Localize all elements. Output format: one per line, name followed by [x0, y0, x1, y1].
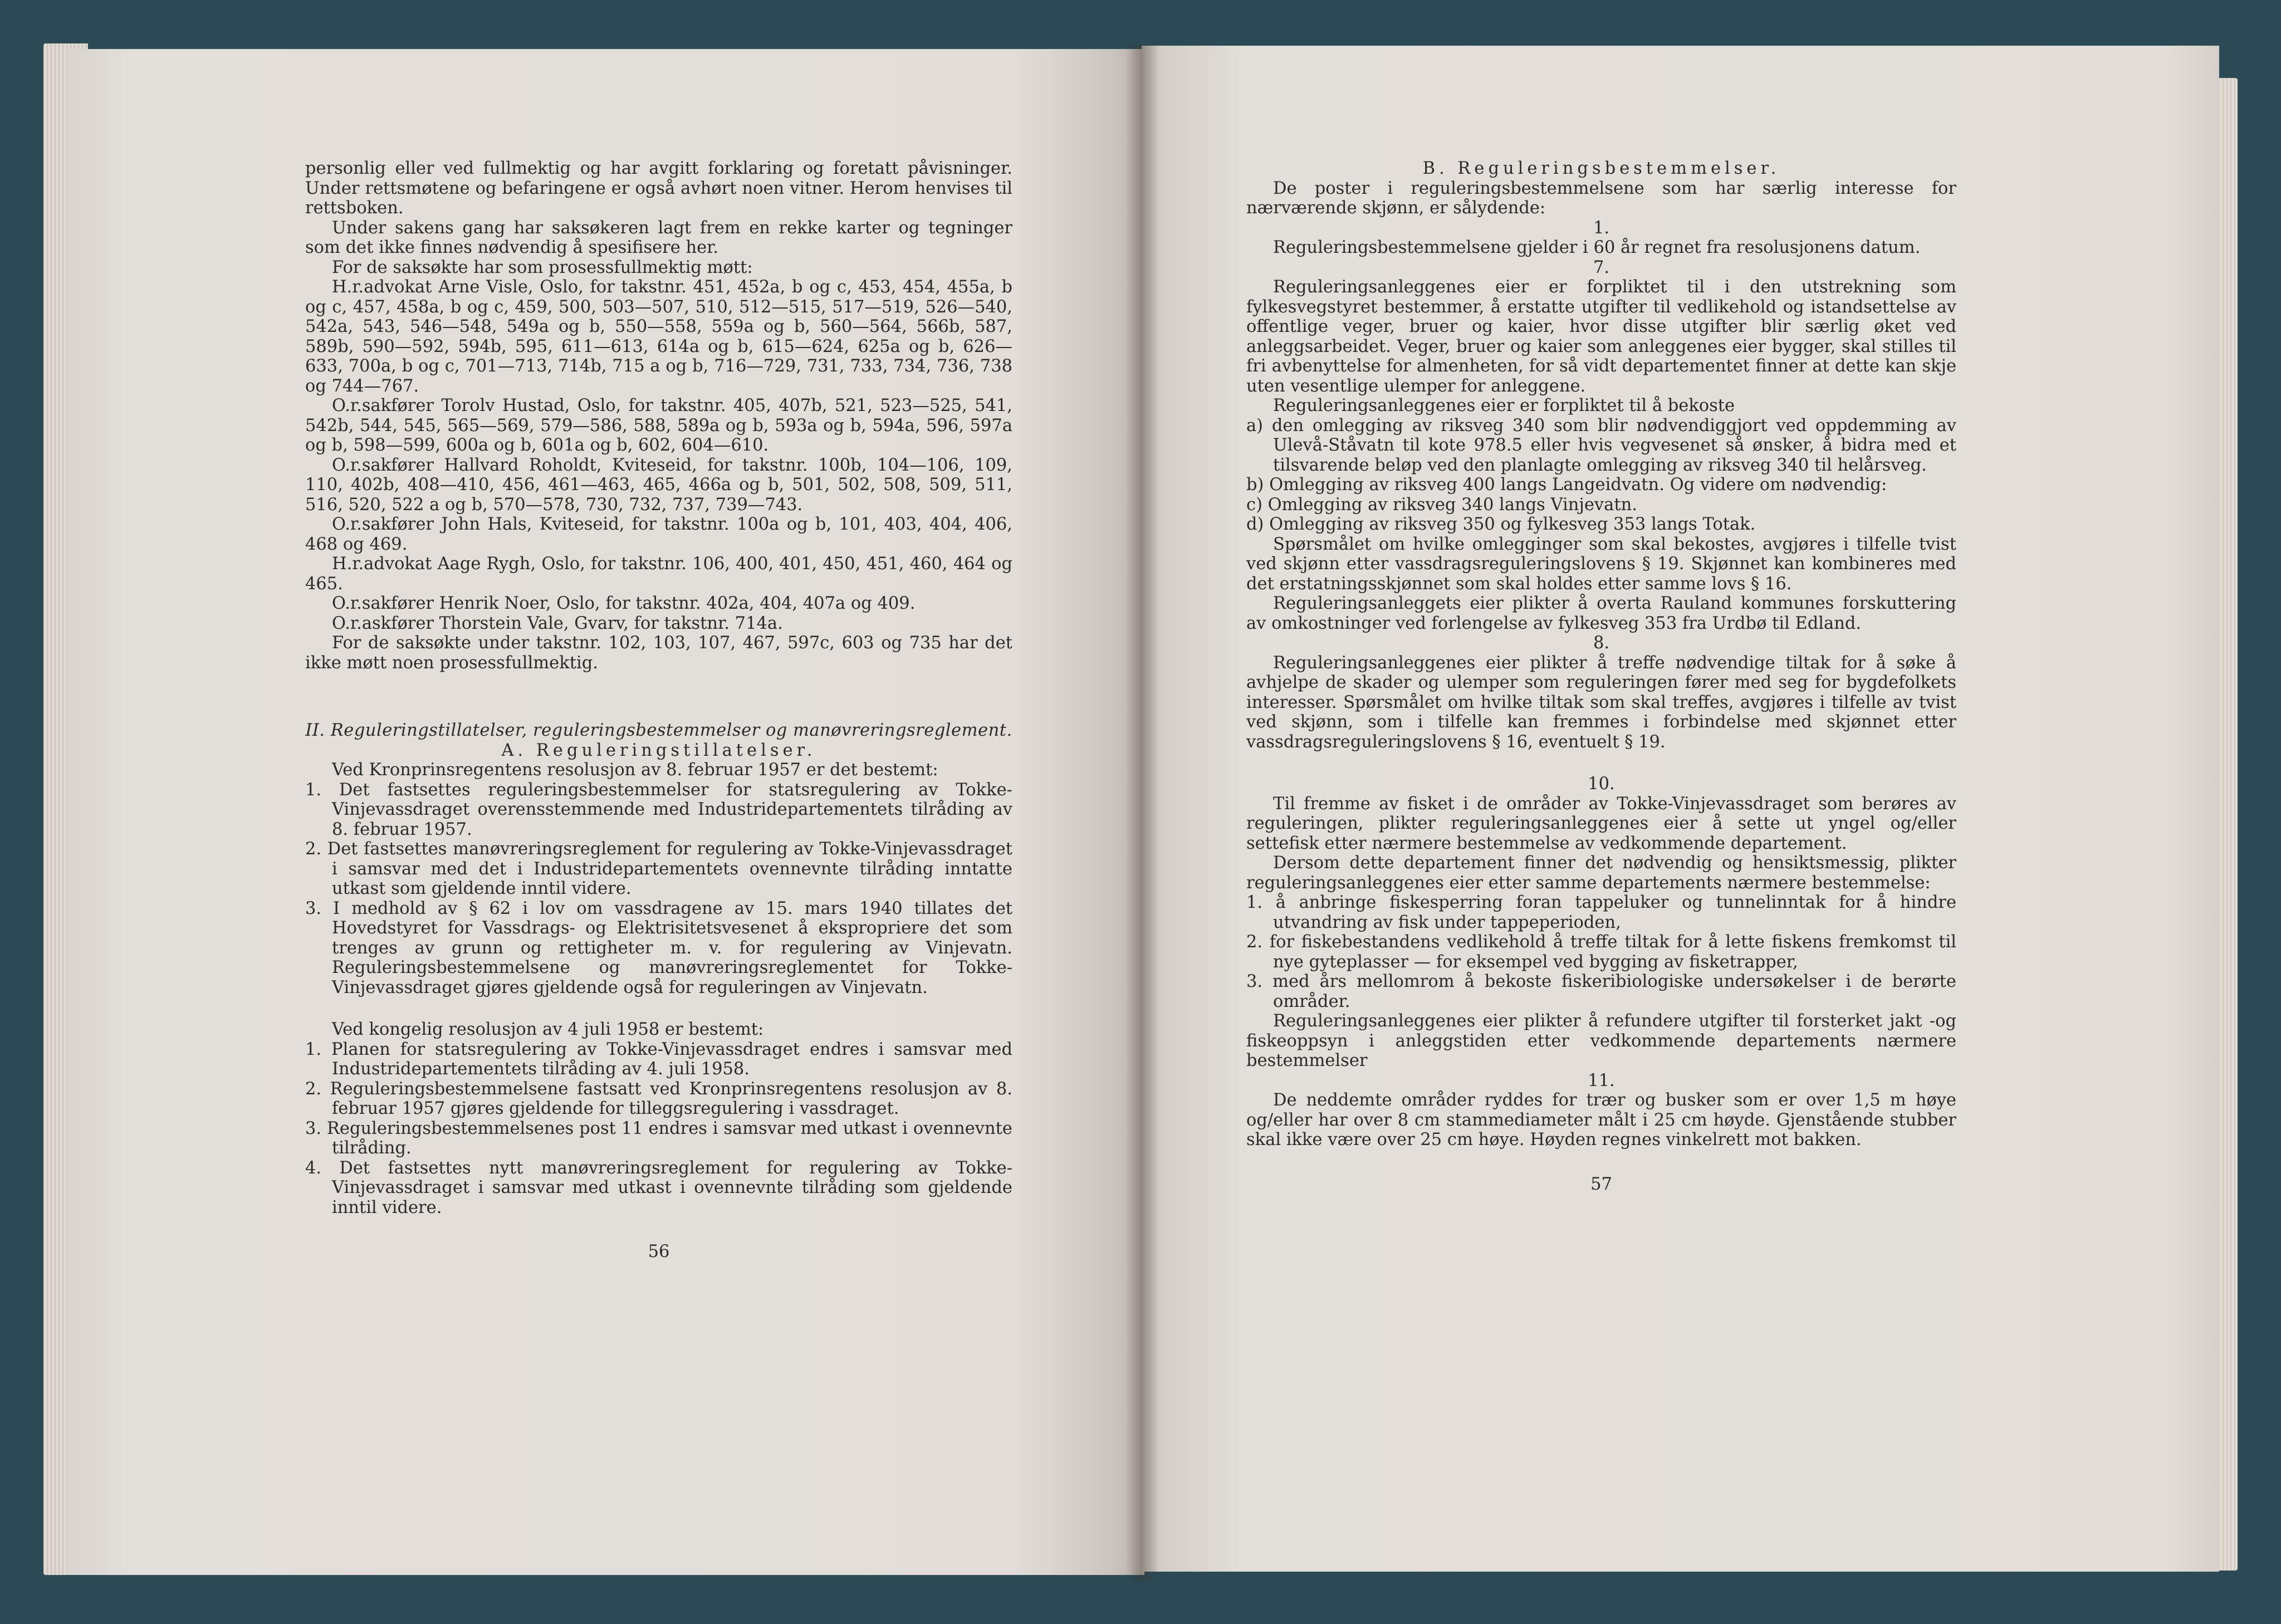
paragraph: Ved Kronprinsregentens resolusjon av 8. februar 1957 er det bestemt: — [332, 760, 938, 780]
section-number: 10. — [1588, 774, 1615, 794]
paragraph: H.r.advokat Aage Rygh, Oslo, for takstnr. 106, 400, 401, 450, 451, 460, 464 og 465. — [305, 554, 1012, 594]
paragraph: personlig eller ved fullmektig og har avgitt forklaring og foretatt påvisninger. Under rettsmøtene og befaringene er også avhørt noen vitner. Herom henvises til rettsboken. — [305, 159, 1012, 218]
paragraph: H.r.advokat Arne Visle, Oslo, for takstnr. 451, 452a, b og c, 453, 454, 455a, b og c, 457, 458a, b og c, 459, 500, 503—507, 510, 512—515, 517—519, 526—540, 542a, 543, 546—548, 549a og b, 550—558, 559a og b, 560—564, 566b, 587, 589b, 590—592, 594b, 595, 611—613, 614a og b, 615—624, 625a og b, 626—633, 700a, b og c, 701—713, 714b, 715 a og b, 716—729, 731, 733, 734, 736, 738 og 744—767. — [305, 277, 1012, 396]
left-page-text — [305, 159, 1012, 1262]
paragraph: O.r.sakfører Henrik Noer, Oslo, for takstnr. 402a, 404, 407a og 409. — [332, 594, 916, 613]
paragraph: b) Omlegging av riksveg 400 langs Langeidvatn. Og videre om nødvendig: — [1246, 475, 1887, 495]
paragraph: 1. Det fastsettes reguleringsbestemmelser for statsregulering av Tokke-Vinjevassdraget overensstemmende med Industridepartementets tilråding av 8. februar 1957. — [305, 780, 1012, 839]
paragraph: O.r.sakfører Hallvard Roholdt, Kviteseid, for takstnr. 100b, 104—106, 109, 110, 402b, 408—410, 456, 461—463, 465, 466a og b, 501, 502, 508, 509, 511, 516, 520, 522 a og b, 570—578, 730, 732, 737, 739—743. — [305, 455, 1012, 515]
book-gutter — [1125, 45, 1158, 1582]
right-page-text — [1246, 159, 1956, 1194]
paragraph: O.r.sakfører Torolv Hustad, Oslo, for takstnr. 405, 407b, 521, 523—525, 541, 542b, 544, 545, 565—569, 579—586, 588, 589a og b, 593a og b, 594a, 596, 597a og b, 598—599, 600a og b, 601a og b, 602, 604—610. — [305, 396, 1012, 455]
subsection-heading: A. Reguleringstillatelser. — [501, 740, 816, 760]
paragraph: O.r.sakfører John Hals, Kviteseid, for takstnr. 100a og b, 101, 403, 404, 406, 468 og 469. — [305, 515, 1012, 554]
paragraph: d) Omlegging av riksveg 350 og fylkesveg 353 langs Totak. — [1246, 515, 1756, 534]
paragraph: Reguleringsanleggenes eier plikter å refundere utgifter til forsterket jakt -og fiskeoppsyn i anleggstiden etter vedkommende departements nærmere bestemmelser — [1246, 1011, 1956, 1070]
paragraph: Reguleringsbestemmelsene gjelder i 60 år regnet fra resolusjonens datum. — [1273, 238, 1921, 257]
paragraph: Dersom dette departement finner det nødvendig og hensiktsmessig, plikter reguleringsanleggenes eier etter samme departements nærmere bestemmelse: — [1246, 853, 1956, 893]
paragraph: Til fremme av fisket i de områder av Tokke-Vinjevassdraget som berøres av reguleringen, plikter reguleringsanleggenes eier å sette ut yngel og/eller settefisk etter nærmere bestemmelse av vedkommende departement. — [1246, 794, 1956, 853]
paragraph: De poster i reguleringsbestemmelsene som har særlig interesse for nærværende skjønn, er sålydende: — [1246, 178, 1956, 218]
paragraph: Reguleringsanleggets eier plikter å overta Rauland kommunes forskuttering av omkostninger ved forlengelse av fylkesveg 353 fra Urdbø til Edland. — [1246, 594, 1956, 633]
section-number: 7. — [1593, 257, 1610, 277]
paragraph: For de saksøkte under takstnr. 102, 103, 107, 467, 597c, 603 og 735 har det ikke møtt noen prosessfullmektig. — [305, 633, 1012, 673]
paragraph: 2. Reguleringsbestemmelsene fastsatt ved Kronprinsregentens resolusjon av 8. februar 1957 gjøres gjeldende for tilleggsregulering i vassdraget. — [305, 1079, 1012, 1118]
paragraph — [305, 997, 1012, 1020]
section-heading: II. Reguleringstillatelser, reguleringsbestemmelser og manøvreringsreglement. — [305, 721, 1012, 740]
paragraph: 3. Reguleringsbestemmelsenes post 11 endres i samsvar med utkast i ovennevnte tilråding. — [305, 1118, 1012, 1158]
paragraph: Reguleringsanleggenes eier plikter å treffe nødvendige tiltak for å søke å avhjelpe de skader og ulemper som reguleringen fører med seg for bygdefolkets interesser. Spørsmålet om hvilke tiltak som skal treffes, avgjøres i tilfelle av tvist ved skjønn, som i tilfelle kan fremmes i forbindelse med skjønnet etter vassdragsreguleringslovens § 16, eventuelt § 19. — [1246, 653, 1956, 752]
paragraph: a) den omlegging av riksveg 340 som blir nødvendiggjort ved oppdemming av Ulevå-Ståvatn til kote 978.5 eller hvis vegvesenet så ønsker, å bidra med et tilsvarende beløp ved den planlagte omlegging av riksveg 340 til helårsveg. — [1246, 415, 1956, 475]
page-number: 57 — [1590, 1174, 1612, 1194]
page-number: 56 — [648, 1242, 670, 1261]
paragraph: 2. for fiskebestandens vedlikehold å treffe tiltak for å lette fiskens fremkomst til nye gyteplasser — for eksempel ved bygging av fisketrapper, — [1246, 932, 1956, 972]
paragraph: Ved kongelig resolusjon av 4 juli 1958 er bestemt: — [332, 1020, 764, 1039]
paragraph: 3. I medhold av § 62 i lov om vassdragene av 15. mars 1940 tillates det Hovedstyret for Vassdrags- og Elektrisitetsvesenet å ekspropriere det som trenges av grunn og rettigheter m. v. for regulering av Vinjevatn. Reguleringsbestemmelsene og manøvreringsreglementet for Tokke-Vinjevassdraget gjøres gjeldende også for reguleringen av Vinjevatn. — [305, 898, 1012, 997]
paragraph: 1. Planen for statsregulering av Tokke-Vinjevassdraget endres i samsvar med Industridepartementets tilråding av 4. juli 1958. — [305, 1039, 1012, 1079]
paragraph: c) Omlegging av riksveg 340 langs Vinjevatn. — [1246, 495, 1637, 515]
subsection-heading: B. Reguleringsbestemmelser. — [1422, 159, 1780, 178]
paragraph: 3. med års mellomrom å bekoste fiskeribiologiske undersøkelser i de berørte områder. — [1246, 972, 1956, 1011]
section-number: 1. — [1593, 218, 1610, 238]
section-number: 8. — [1593, 633, 1610, 653]
section-number: 11. — [1588, 1070, 1615, 1090]
paragraph: Reguleringsanleggenes eier er forpliktet til i den utstrekning som fylkesvegstyret bestemmer, å erstatte utgifter til vedlikehold og istandsettelse av offentlige veger, bruer og kaier, hvor disse utgifter blir særlig øket ved anleggsarbeidet. Veger, bruer og kaier som anleggenes eier bygger, skal stilles til fri avbenyttelse for almenheten, for så vidt departementet finner at dette kan skje uten vesentlige ulemper for anleggene. — [1246, 277, 1956, 396]
paragraph: De neddemte områder ryddes for trær og busker som er over 1,5 m høye og/eller har over 8 cm stammediameter målt i 25 cm høyde. Gjenstående stubber skal ikke være over 25 cm høye. Høyden regnes vinkelrett mot bakken. — [1246, 1090, 1956, 1149]
paragraph: Reguleringsanleggenes eier er forpliktet til å bekoste — [1273, 396, 1735, 415]
paragraph: Under sakens gang har saksøkeren lagt frem en rekke karter og tegninger som det ikke finnes nødvendig å spesifisere her. — [305, 218, 1012, 257]
paragraph: O.r.askfører Thorstein Vale, Gvarv, for takstnr. 714a. — [332, 613, 783, 633]
paragraph: For de saksøkte har som prosessfullmektig møtt: — [332, 257, 753, 277]
paragraph — [1246, 752, 1956, 774]
paragraph: Spørsmålet om hvilke omlegginger som skal bekostes, avgjøres i tilfelle tvist ved skjønn etter vassdragsreguleringslovens § 19. Skjønnet kan kombineres med det erstatningsskjønnet som skal holdes etter samme lovs § 16. — [1246, 534, 1956, 594]
paragraph — [305, 673, 1012, 721]
paragraph: 1. å anbringe fiskesperring foran tappeluker og tunnelinntak for å hindre utvandring av fisk under tappeperioden, — [1246, 893, 1956, 932]
paragraph: 4. Det fastsettes nytt manøvreringsreglement for regulering av Tokke-Vinjevassdraget i samsvar med utkast i ovennevnte tilråding som gjeldende inntil videre. — [305, 1158, 1012, 1217]
paragraph: 2. Det fastsettes manøvreringsreglement for regulering av Tokke-Vinjevassdraget i samsvar med det i Industridepartementets ovennevnte tilråding inntatte utkast som gjeldende inntil videre. — [305, 839, 1012, 898]
